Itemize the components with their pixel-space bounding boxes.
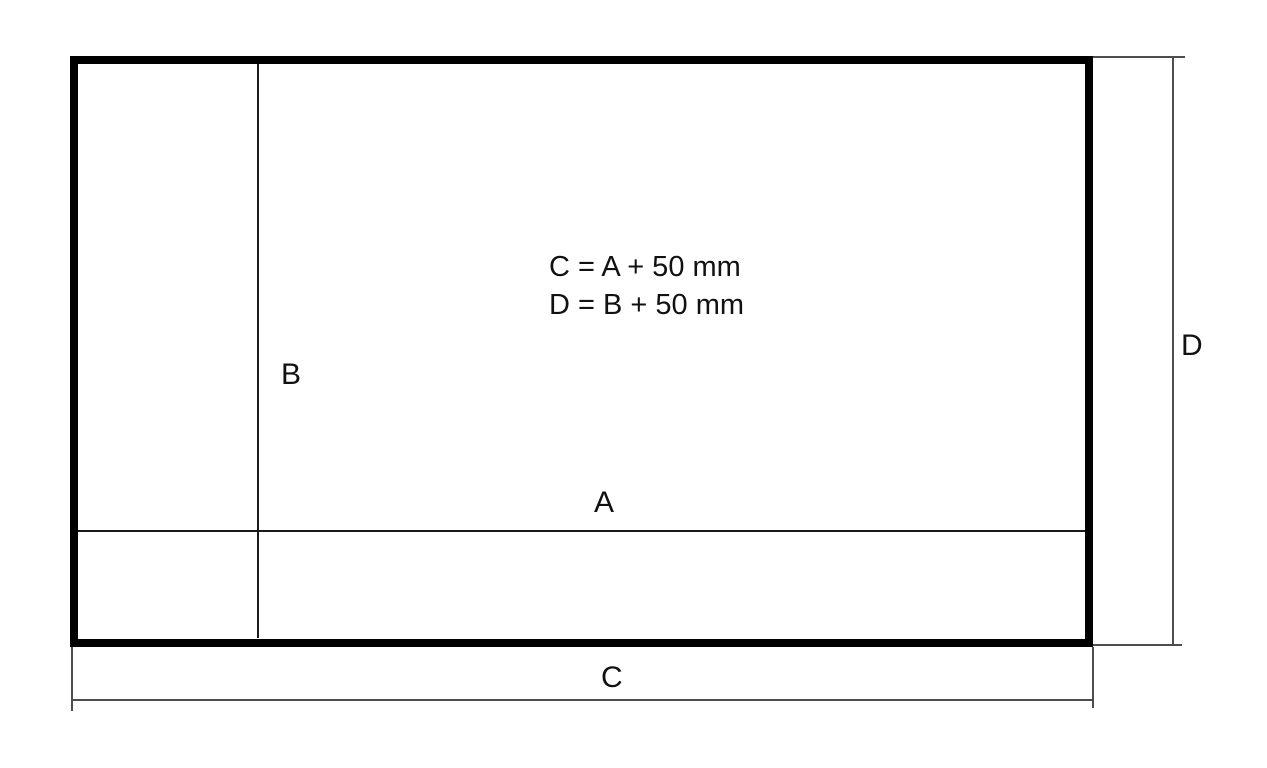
c-dimension-extension-left xyxy=(71,647,73,711)
c-dimension-line xyxy=(71,699,1093,701)
label-outer-height-d: D xyxy=(1181,329,1203,362)
label-inner-height-b: B xyxy=(281,358,302,391)
formula-line-d: D = B + 50 mm xyxy=(549,289,745,321)
formula-line-c: C = A + 50 mm xyxy=(549,251,741,283)
label-inner-width-a: A xyxy=(594,486,615,519)
outer-rectangle-outline xyxy=(70,56,1093,647)
formula-block xyxy=(549,248,744,324)
horizontal-reference-line-a xyxy=(78,530,1085,532)
vertical-reference-line-b xyxy=(257,64,259,638)
d-dimension-extension-bottom xyxy=(1093,644,1182,646)
label-outer-width-c: C xyxy=(601,661,623,694)
d-dimension-line xyxy=(1172,56,1174,645)
